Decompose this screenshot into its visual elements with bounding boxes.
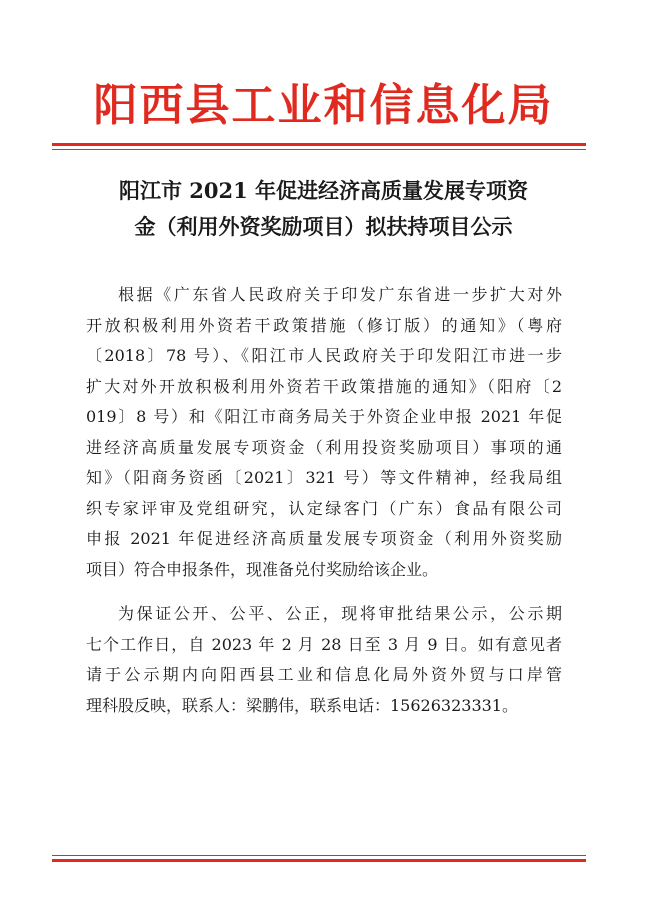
title-line-1: 阳江市 2021 年促进经济高质量发展专项资	[118, 178, 529, 203]
body-line: 七个工作日，自 2023 年 2 月 28 日至 3 月 9 日。如有意见者	[86, 634, 562, 654]
body-line: 扩大对外开放积极利用外资若干政策措施的通知》（阳府〔2	[86, 376, 562, 396]
body-line: 申报 2021 年促进经济高质量发展专项资金（利用外资奖励	[86, 529, 562, 548]
header-rule-thick	[52, 143, 586, 146]
body-line: 知》（阳商务资函〔2021〕321 号）等文件精神，经我局组	[86, 468, 562, 487]
footer-rule-thick	[52, 859, 586, 862]
paragraph-2	[86, 599, 562, 721]
document-title	[70, 173, 577, 245]
body-line: 进经济高质量发展专项资金（利用投资奖励项目）事项的通	[86, 437, 562, 457]
body-line: 019〕8 号）和《阳江市商务局关于外资企业申报 2021 年促	[86, 407, 562, 426]
body-line: 织专家评审及党组研究，认定绿客门（广东）食品有限公司	[86, 498, 562, 518]
paragraph-gap	[86, 585, 562, 599]
body-line: 为保证公开、公平、公正，现将审批结果公示，公示期	[118, 604, 562, 623]
paragraph-1	[86, 280, 562, 585]
body-line: 理科股反映，联系人：梁鹏伟，联系电话：15626323331。	[86, 695, 518, 715]
body-line: 开放积极利用外资若干政策措施（修订版）的通知》（粤府	[86, 315, 562, 335]
header-rule-thin	[52, 149, 586, 150]
body-line: 请于公示期内向阳西县工业和信息化局外资外贸与口岸管	[86, 665, 562, 684]
title-line-2: 金（利用外资奖励项目）拟扶持项目公示	[134, 214, 513, 239]
body-line: 〔2018〕78 号）、《阳江市人民政府关于印发阳江市进一步	[86, 346, 562, 365]
footer-rule-thin	[52, 855, 586, 856]
body-line: 项目）符合申报条件，现准备兑付奖励给该企业。	[86, 559, 439, 579]
org-header: 阳西县工业和信息化局	[93, 80, 554, 131]
body-line: 根据《广东省人民政府关于印发广东省进一步扩大对外	[118, 285, 562, 304]
document-body	[86, 280, 562, 721]
